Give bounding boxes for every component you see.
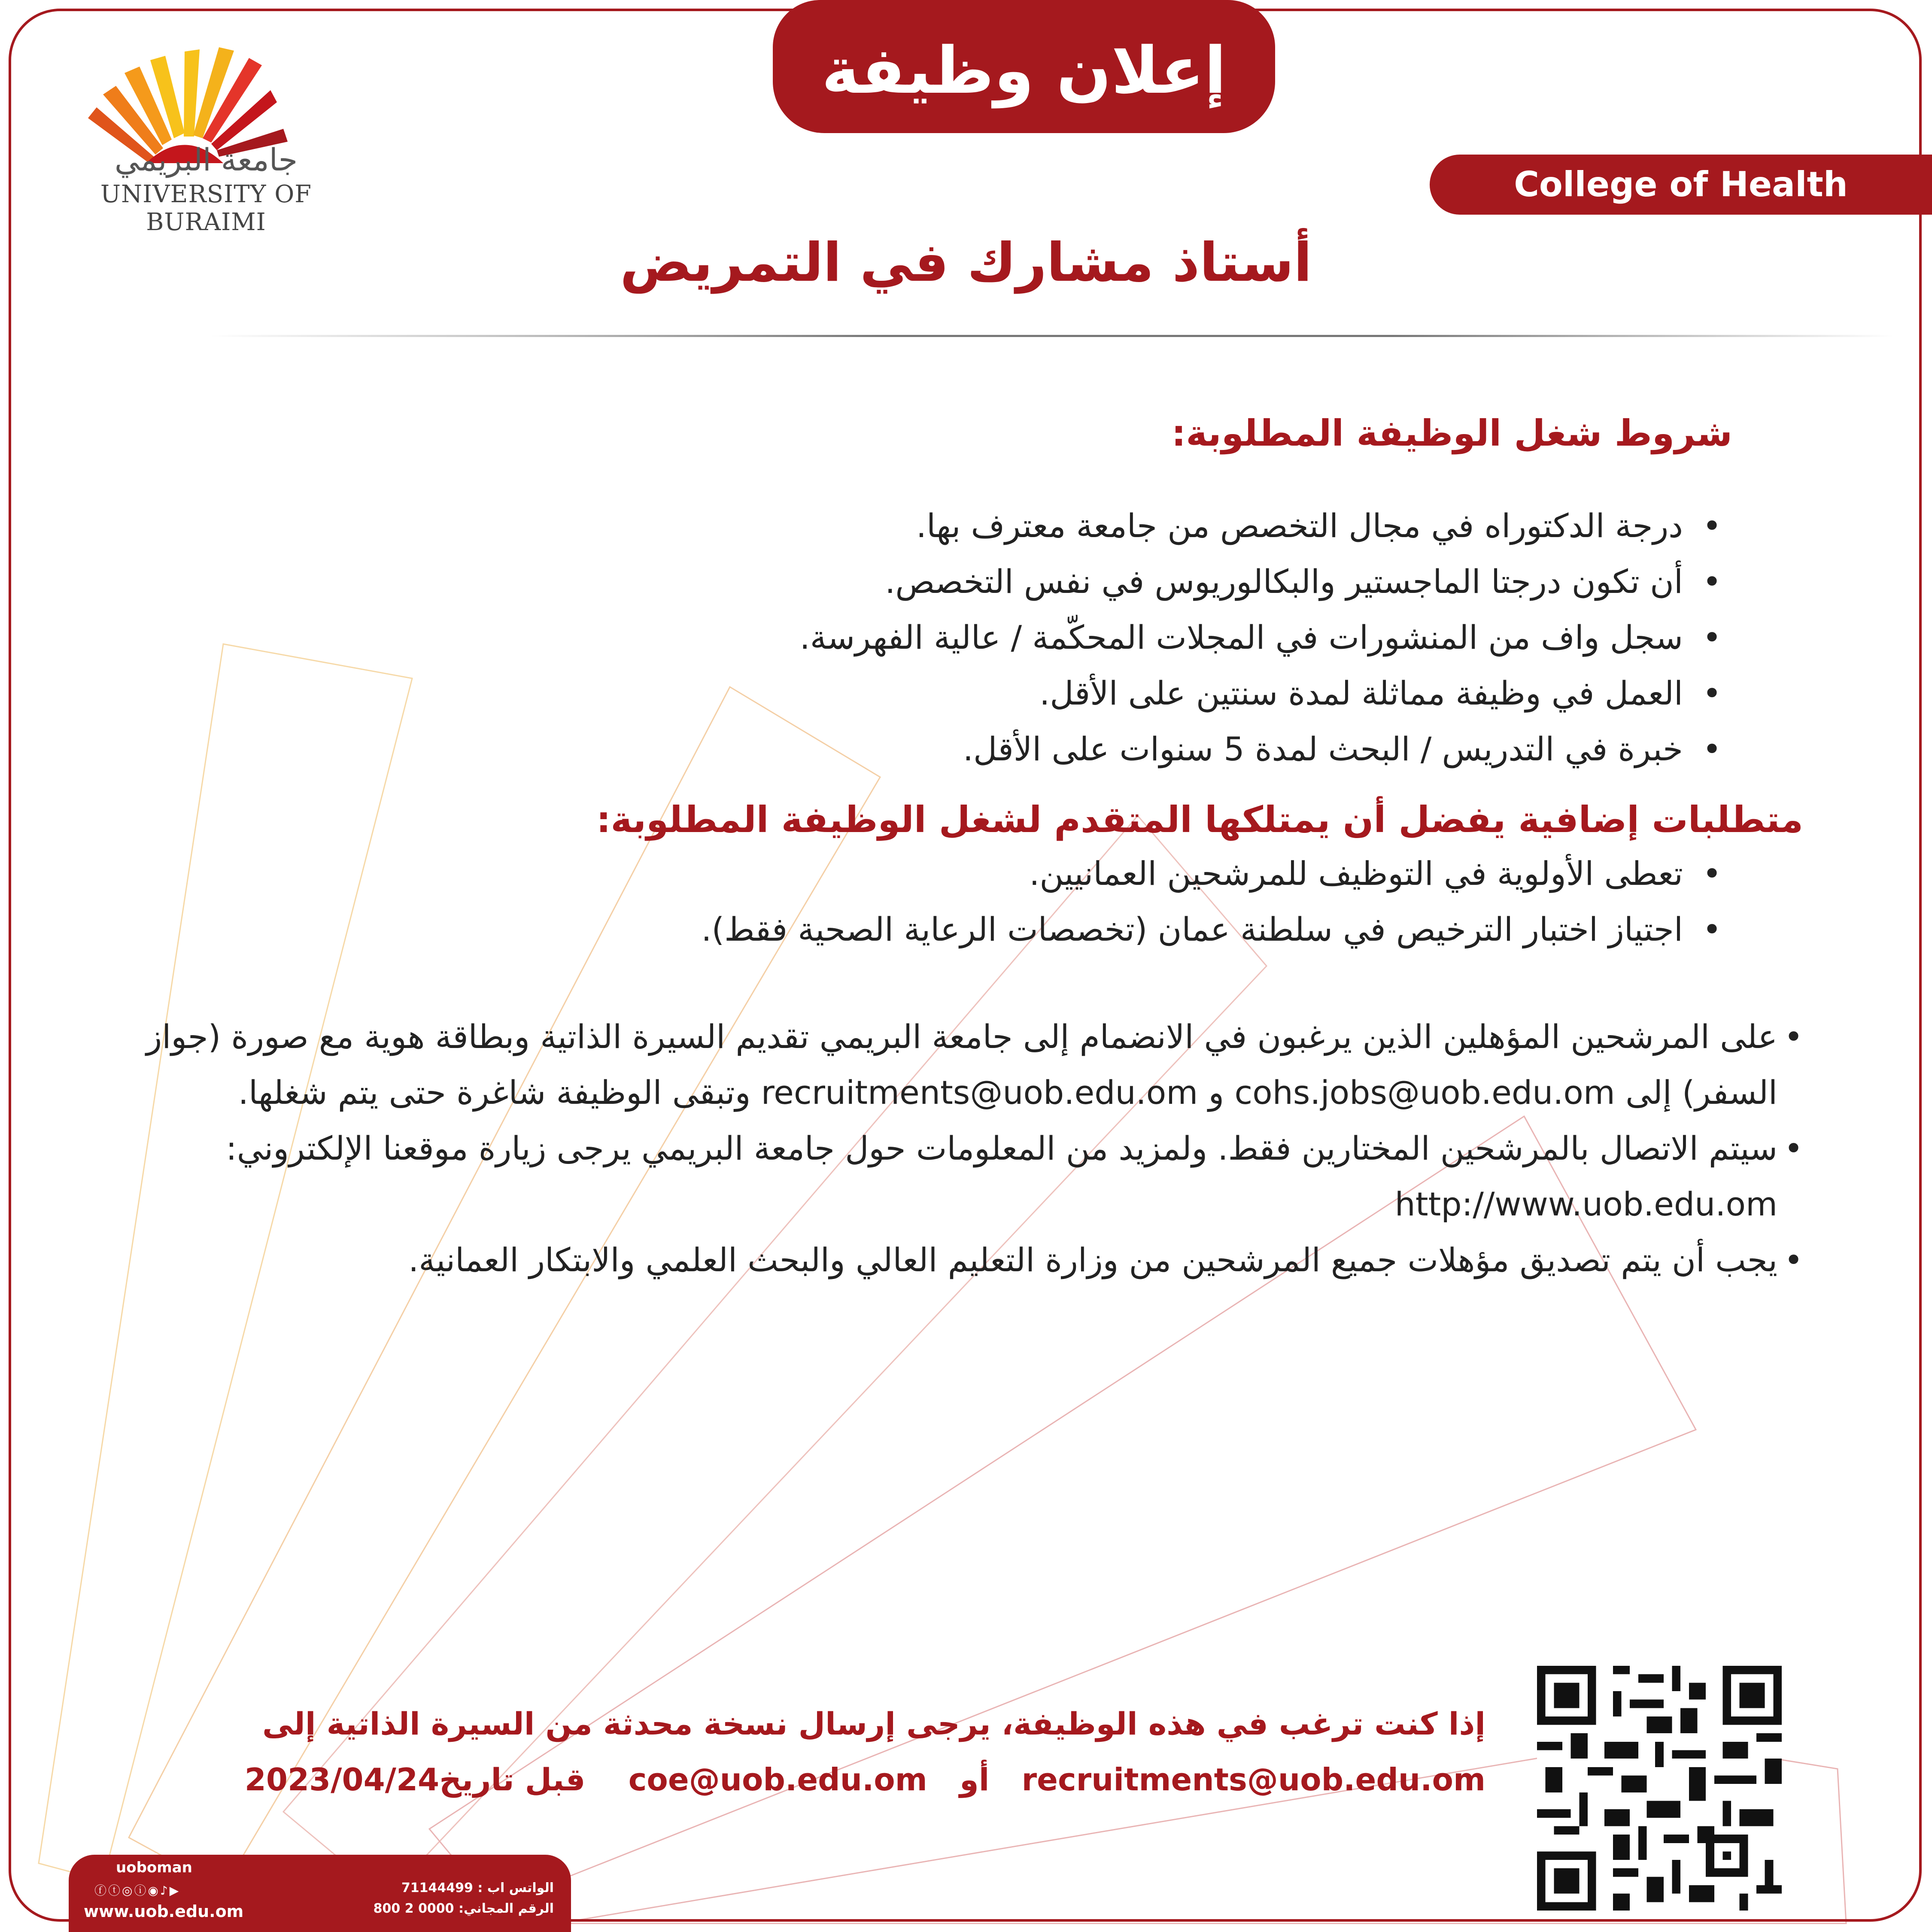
list-item: • العمل في وظيفة مماثلة لمدة سنتين على الأقل. xyxy=(800,665,1722,721)
website-link[interactable]: http://www.uob.edu.om xyxy=(1394,1185,1777,1223)
cta-recruitments-email[interactable]: recruitments@uob.edu.om xyxy=(1021,1762,1485,1798)
page-frame xyxy=(9,9,1922,1922)
social-icons xyxy=(94,1881,180,1899)
whatsapp-number: الواتس اب : 71144499 xyxy=(401,1880,554,1896)
linkedin-icon[interactable]: ⓘ xyxy=(134,1883,148,1898)
apply-instruction: • على المرشحين المؤهلين الذين يرغبون في الانضمام إلى جامعة البريمي تقديم السيرة الذاتية وبطاقة هوية مع صورة (جواز السفر) إلى cohs.jobs@uob.edu.om و recruitments@uob.edu.om وتبقى الوظيفة شاغرة حتى يتم شغلها. xyxy=(86,1009,1803,1121)
snapchat-icon[interactable]: ◉ xyxy=(148,1883,160,1898)
social-handle[interactable]: uoboman xyxy=(116,1859,192,1876)
requirements-list xyxy=(800,498,1722,777)
list-item: • خبرة في التدريس / البحث لمدة 5 سنوات على الأقل. xyxy=(800,721,1722,777)
requirements-heading: شروط شغل الوظيفة المطلوبة: xyxy=(1171,412,1732,454)
preferred-heading: متطلبات إضافية يفضل أن يمتلكها المتقدم لشغل الوظيفة المطلوبة: xyxy=(596,799,1803,841)
instructions-list xyxy=(86,1009,1803,1288)
attestation-instruction: • يجب أن يتم تصديق مؤهلات جميع المرشحين من وزارة التعليم العالي والبحث العلمي والابتكار العمانية. xyxy=(86,1232,1803,1288)
list-item: • أن تكون درجتا الماجستير والبكالوريوس في نفس التخصص. xyxy=(800,554,1722,610)
deadline-date: 2023/04/24 xyxy=(244,1762,440,1798)
job-announcement-banner: إعلان وظيفة xyxy=(773,0,1275,133)
tiktok-icon[interactable]: ♪ xyxy=(160,1883,170,1898)
toll-free-number: الرقم المجاني: 0000 2 800 xyxy=(373,1901,554,1916)
twitter-icon[interactable]: ⓣ xyxy=(108,1883,122,1898)
job-title: أستاذ مشارك في التمريض xyxy=(620,232,1312,294)
footer-contact-box xyxy=(69,1855,571,1932)
qr-code-icon[interactable] xyxy=(1537,1666,1782,1911)
application-cta xyxy=(112,1696,1485,1807)
preferred-list xyxy=(701,846,1722,957)
cta-line: إذا كنت ترغب في هذه الوظيفة، يرجى إرسال نسخة محدثة من السيرة الذاتية إلى xyxy=(262,1706,1485,1742)
list-item: • سجل واف من المنشورات في المجلات المحكّمة / عالية الفهرسة. xyxy=(800,610,1722,665)
recruitments-email-link[interactable]: recruitments@uob.edu.om xyxy=(761,1073,1198,1112)
instagram-icon[interactable]: ◎ xyxy=(122,1883,134,1898)
logo-english-name: UNIVERSITY OF BURAIMI xyxy=(100,180,312,236)
youtube-icon[interactable]: ▶ xyxy=(169,1883,181,1898)
list-item: • اجتياز اختبار الترخيص في سلطنة عمان (تخصصات الرعاية الصحية فقط). xyxy=(701,902,1722,957)
cta-coe-email[interactable]: coe@uob.edu.om xyxy=(628,1762,927,1798)
logo-arabic-name: جامعة البريمي xyxy=(114,142,298,178)
footer-website[interactable]: www.uob.edu.om xyxy=(84,1902,244,1921)
cta-emails: recruitments@uob.edu.om أو coe@uob.edu.om قبل تاريخ2023/04/24 xyxy=(112,1752,1485,1807)
list-item: • تعطى الأولوية في التوظيف للمرشحين العمانيين. xyxy=(701,846,1722,902)
list-item: • درجة الدكتوراه في مجال التخصص من جامعة معترف بها. xyxy=(800,498,1722,554)
facebook-icon[interactable]: ⓕ xyxy=(94,1883,109,1898)
college-badge: College of Health sciences xyxy=(1430,155,1932,215)
divider xyxy=(210,335,1893,337)
contact-instruction: • سيتم الاتصال بالمرشحين المختارين فقط. ولمزيد من المعلومات حول جامعة البريمي يرجى زيارة موقعنا الإلكتروني: http://www.uob.edu.om xyxy=(86,1121,1803,1232)
cohs-email-link[interactable]: cohs.jobs@uob.edu.om xyxy=(1234,1073,1615,1112)
